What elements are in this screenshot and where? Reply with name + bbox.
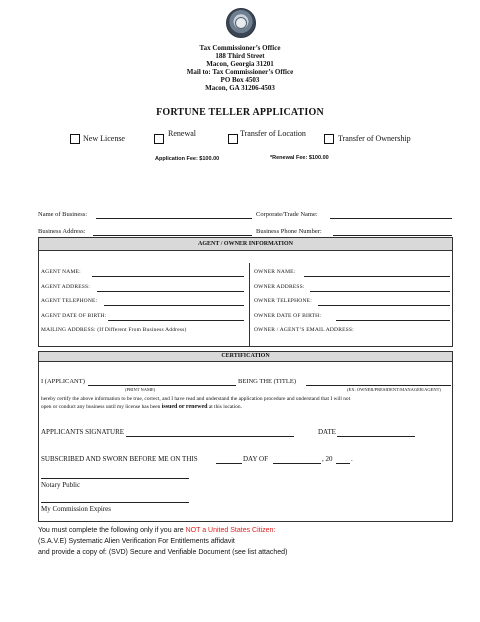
date-field[interactable] — [337, 436, 415, 437]
transfer-ownership-checkbox[interactable] — [324, 134, 334, 144]
being-title-label: BEING THE (TITLE) — [238, 378, 297, 385]
owner-telephone-label: OWNER TELEPHONE: — [254, 298, 312, 304]
owner-name-field[interactable] — [304, 276, 450, 277]
mailing-address-label: MAILING ADDRESS: (If Different From Business Address) — [41, 327, 187, 333]
agent-telephone-label: AGENT TELEPHONE: — [41, 298, 98, 304]
office-street: 188 Third Street — [215, 52, 265, 60]
owner-dob-label: OWNER DATE OF BIRTH: — [254, 313, 322, 319]
corporate-name-field[interactable] — [330, 218, 452, 219]
certification-header: CERTIFICATION — [38, 351, 453, 362]
new-license-checkbox[interactable] — [70, 134, 80, 144]
agent-dob-label: AGENT DATE OF BIRTH: — [41, 313, 107, 319]
certification-text-1: hereby certify the above information to be true, correct, and I have read and understand the application procedure and understand that I will not — [41, 396, 351, 402]
county-seal-icon — [226, 8, 256, 38]
application-fee: Application Fee: $100.00 — [155, 156, 220, 162]
po-box: PO Box 4503 — [220, 76, 260, 84]
owner-name-label: OWNER NAME: — [254, 269, 296, 275]
commission-field[interactable] — [41, 502, 189, 503]
agent-name-field[interactable] — [92, 276, 244, 277]
owner-email-label: OWNER / AGENT’S EMAIL ADDRESS: — [254, 327, 354, 333]
sworn-month-field[interactable] — [273, 463, 321, 464]
agent-name-label: AGENT NAME: — [41, 269, 81, 275]
mail-to: Mail to: Tax Commissioner’s Office — [186, 68, 294, 76]
sworn-year-field[interactable] — [336, 463, 350, 464]
title-field[interactable] — [306, 385, 451, 386]
day-of-label: DAY OF — [243, 455, 268, 463]
title-hint: (EX: OWNER/PRESIDENT/MANAGER/AGENT) — [347, 387, 441, 392]
citizenship-note-3: and provide a copy of: (SVD) Secure and Verifiable Document (see list attached) — [38, 549, 288, 556]
agent-owner-header: AGENT / OWNER INFORMATION — [38, 237, 453, 251]
owner-dob-field[interactable] — [336, 320, 450, 321]
certification-text-2c: at this location. — [208, 404, 242, 410]
owner-address-label: OWNER ADDRESS: — [254, 284, 305, 290]
business-name-field[interactable] — [96, 218, 252, 219]
renewal-fee: *Renewal Fee: $100.00 — [270, 155, 329, 161]
business-address-field[interactable] — [93, 235, 252, 236]
agent-address-field[interactable] — [97, 291, 244, 292]
signature-field[interactable] — [126, 436, 294, 437]
office-city: Macon, Georgia 31201 — [206, 60, 274, 68]
sworn-label: SUBSCRIBED AND SWORN BEFORE ME ON THIS — [41, 455, 198, 463]
sworn-day-field[interactable] — [216, 463, 242, 464]
renewal-label: Renewal — [168, 129, 196, 138]
applicant-prefix: I (APPLICANT) — [41, 378, 85, 385]
page-title: FORTUNE TELLER APPLICATION — [156, 107, 324, 118]
business-address-label: Business Address: — [38, 228, 86, 235]
mail-city: Macon, GA 31206-4503 — [205, 84, 275, 92]
signature-label: APPLICANTS SIGNATURE — [41, 428, 125, 436]
business-phone-label: Business Phone Number: — [256, 228, 322, 235]
issued-renewed-text: issued or renewed — [161, 404, 208, 410]
year-prefix: , 20 — [322, 455, 333, 463]
corporate-name-label: Corporate/Trade Name: — [256, 211, 318, 218]
certification-box — [38, 362, 453, 522]
print-name-hint: (PRINT NAME) — [125, 387, 156, 392]
notary-signature-field[interactable] — [41, 478, 189, 479]
citizenship-note-2: (S.A.V.E) Systematic Alien Verification For Entitlements affidavit — [38, 538, 235, 545]
office-name: Tax Commissioner’s Office — [199, 44, 281, 52]
agent-address-label: AGENT ADDRESS: — [41, 284, 90, 290]
applicant-name-field[interactable] — [88, 385, 236, 386]
owner-telephone-field[interactable] — [318, 305, 450, 306]
business-name-label: Name of Business: — [38, 211, 88, 218]
certification-text-2a: open or conduct any business until my license has been — [41, 404, 161, 410]
transfer-ownership-label: Transfer of Ownership — [338, 134, 411, 143]
notary-label: Notary Public — [41, 481, 81, 489]
transfer-location-label: Transfer of Location — [240, 129, 306, 138]
not-citizen-text: NOT a United States Citizen: — [185, 527, 276, 534]
sworn-end: . — [351, 455, 353, 463]
renewal-checkbox[interactable] — [154, 134, 164, 144]
business-phone-field[interactable] — [333, 235, 452, 236]
transfer-location-checkbox[interactable] — [228, 134, 238, 144]
agent-telephone-field[interactable] — [104, 305, 244, 306]
citizenship-note-1 — [38, 526, 275, 536]
agent-owner-divider — [249, 263, 250, 347]
new-license-label: New License — [83, 134, 125, 143]
commission-label: My Commission Expires — [41, 505, 112, 513]
certification-text-2 — [41, 403, 242, 411]
date-label: DATE — [318, 428, 336, 436]
agent-dob-field[interactable] — [108, 320, 244, 321]
citizenship-note-1a: You must complete the following only if you are — [38, 527, 184, 534]
owner-address-field[interactable] — [310, 291, 450, 292]
